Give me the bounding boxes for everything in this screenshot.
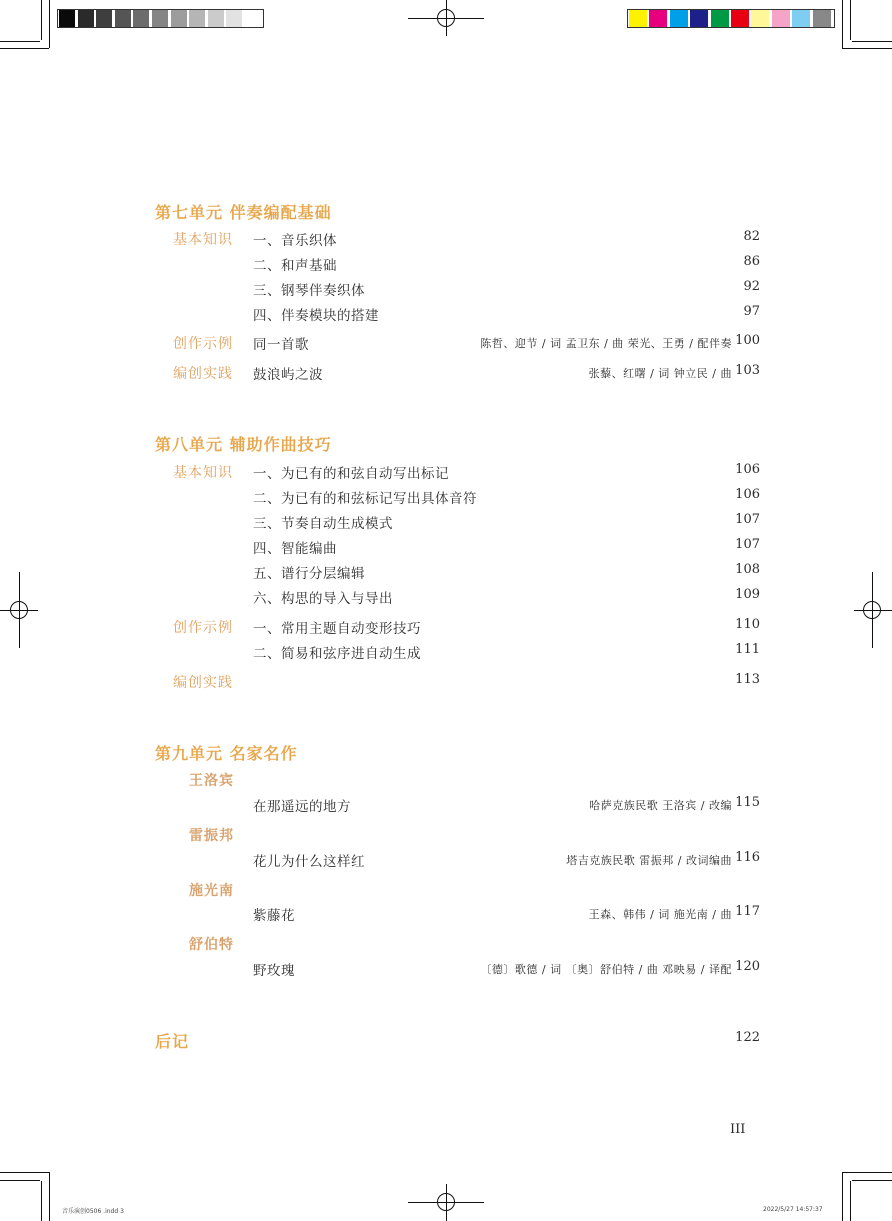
toc-entry-title[interactable]: 一、音乐织体 <box>253 233 337 249</box>
toc-entry-page: 86 <box>743 254 760 269</box>
toc-entry-page: 108 <box>735 562 760 577</box>
toc-entry-page: 113 <box>735 672 760 687</box>
slug-file-name: 音乐演创0506 .indd 3 <box>62 1208 124 1215</box>
toc-entry-credit: 〔德〕歌德 / 词 〔奥〕舒伯特 / 曲 邓映易 / 译配 <box>480 963 732 976</box>
toc-entry-page: 100 <box>735 333 760 348</box>
toc-entry-page: 115 <box>735 795 760 810</box>
toc-entry-title[interactable]: 一、常用主题自动变形技巧 <box>253 621 421 637</box>
toc-entry-page: 110 <box>735 617 760 632</box>
gray-swatch <box>59 10 75 27</box>
toc-entry-title[interactable]: 三、节奏自动生成模式 <box>253 516 393 532</box>
section-label-basic-knowledge: 基本知识 <box>173 465 233 481</box>
toc-entry-page: 111 <box>735 642 760 657</box>
toc-entry-title[interactable]: 二、为已有的和弦标记写出具体音符 <box>253 491 477 507</box>
gray-swatch <box>189 10 205 27</box>
color-swatch <box>629 10 647 27</box>
slug-timestamp: 2022/5/27 14:57:37 <box>763 1206 823 1213</box>
toc-entry-page: 107 <box>735 537 760 552</box>
section-label-creation-practice: 编创实践 <box>173 675 233 691</box>
gray-swatch <box>245 10 261 27</box>
toc-entry-title[interactable]: 二、简易和弦序进自动生成 <box>253 646 421 662</box>
color-swatch <box>649 10 667 27</box>
composer-name: 王洛宾 <box>189 773 234 789</box>
afterword-heading[interactable]: 后记 <box>155 1032 190 1051</box>
gray-swatch <box>226 10 242 27</box>
color-swatch <box>792 10 810 27</box>
gray-swatch <box>78 10 94 27</box>
toc-entry-page: 82 <box>743 229 760 244</box>
section-label-creation-practice: 编创实践 <box>173 366 233 382</box>
toc-entry-credit: 张藜、红曙 / 词 钟立民 / 曲 <box>588 367 732 380</box>
section-label-creation-example: 创作示例 <box>173 620 233 636</box>
toc-entry-credit: 塔吉克族民歌 雷振邦 / 改词编曲 <box>566 854 732 867</box>
toc-entry-page: 117 <box>735 904 760 919</box>
gray-swatch <box>133 10 149 27</box>
color-swatch <box>670 10 688 27</box>
toc-entry-credit: 王森、韩伟 / 词 施光南 / 曲 <box>588 908 732 921</box>
composer-name: 施光南 <box>189 883 234 899</box>
toc-entry-credit: 哈萨克族民歌 王洛宾 / 改编 <box>589 799 732 812</box>
toc-entry-page: 120 <box>735 959 760 974</box>
toc-entry-page: 103 <box>735 363 760 378</box>
toc-entry-page: 106 <box>735 462 760 477</box>
toc-entry-page: 106 <box>735 487 760 502</box>
gray-swatch <box>115 10 131 27</box>
toc-entry-credit: 陈哲、迎节 / 词 孟卫东 / 曲 荣光、王勇 / 配伴奏 <box>480 337 732 350</box>
toc-entry-title[interactable]: 一、为已有的和弦自动写出标记 <box>253 466 449 482</box>
color-swatch <box>711 10 729 27</box>
toc-entry-page: 116 <box>735 850 760 865</box>
toc-entry-title[interactable]: 在那遥远的地方 <box>253 799 351 815</box>
unit-heading-7: 第七单元 伴奏编配基础 <box>155 203 332 222</box>
toc-entry-title[interactable]: 同一首歌 <box>253 337 309 353</box>
toc-entry-page: 107 <box>735 512 760 527</box>
toc-entry-title[interactable]: 六、构思的导入与导出 <box>253 591 393 607</box>
toc-entry-page: 92 <box>743 279 760 294</box>
toc-entry-page: 122 <box>735 1030 760 1045</box>
color-swatch <box>772 10 790 27</box>
unit-heading-9: 第九单元 名家名作 <box>155 744 298 763</box>
color-swatch <box>813 10 831 27</box>
section-label-basic-knowledge: 基本知识 <box>173 232 233 248</box>
toc-entry-page: 109 <box>735 587 760 602</box>
unit-heading-8: 第八单元 辅助作曲技巧 <box>155 435 332 454</box>
toc-entry-title[interactable]: 野玫瑰 <box>253 963 295 979</box>
gray-swatch <box>208 10 224 27</box>
toc-entry-title[interactable]: 鼓浪屿之波 <box>253 367 323 383</box>
gray-swatch <box>171 10 187 27</box>
toc-entry-page: 97 <box>743 304 760 319</box>
toc-entry-title[interactable]: 四、伴奏模块的搭建 <box>253 308 379 324</box>
composer-name: 雷振邦 <box>189 828 234 844</box>
color-swatch <box>751 10 769 27</box>
gray-swatch <box>96 10 112 27</box>
color-swatch <box>731 10 749 27</box>
toc-entry-title[interactable]: 三、钢琴伴奏织体 <box>253 283 365 299</box>
section-label-creation-example: 创作示例 <box>173 336 233 352</box>
page-number: III <box>730 1122 746 1137</box>
toc-entry-title[interactable]: 花儿为什么这样红 <box>253 854 365 870</box>
toc-entry-title[interactable]: 二、和声基础 <box>253 258 337 274</box>
color-swatch <box>690 10 708 27</box>
toc-entry-title[interactable]: 紫藤花 <box>253 908 295 924</box>
toc-entry-title[interactable]: 四、智能编曲 <box>253 541 337 557</box>
composer-name: 舒伯特 <box>189 937 234 953</box>
toc-entry-title[interactable]: 五、谱行分层编辑 <box>253 566 365 582</box>
gray-swatch <box>152 10 168 27</box>
